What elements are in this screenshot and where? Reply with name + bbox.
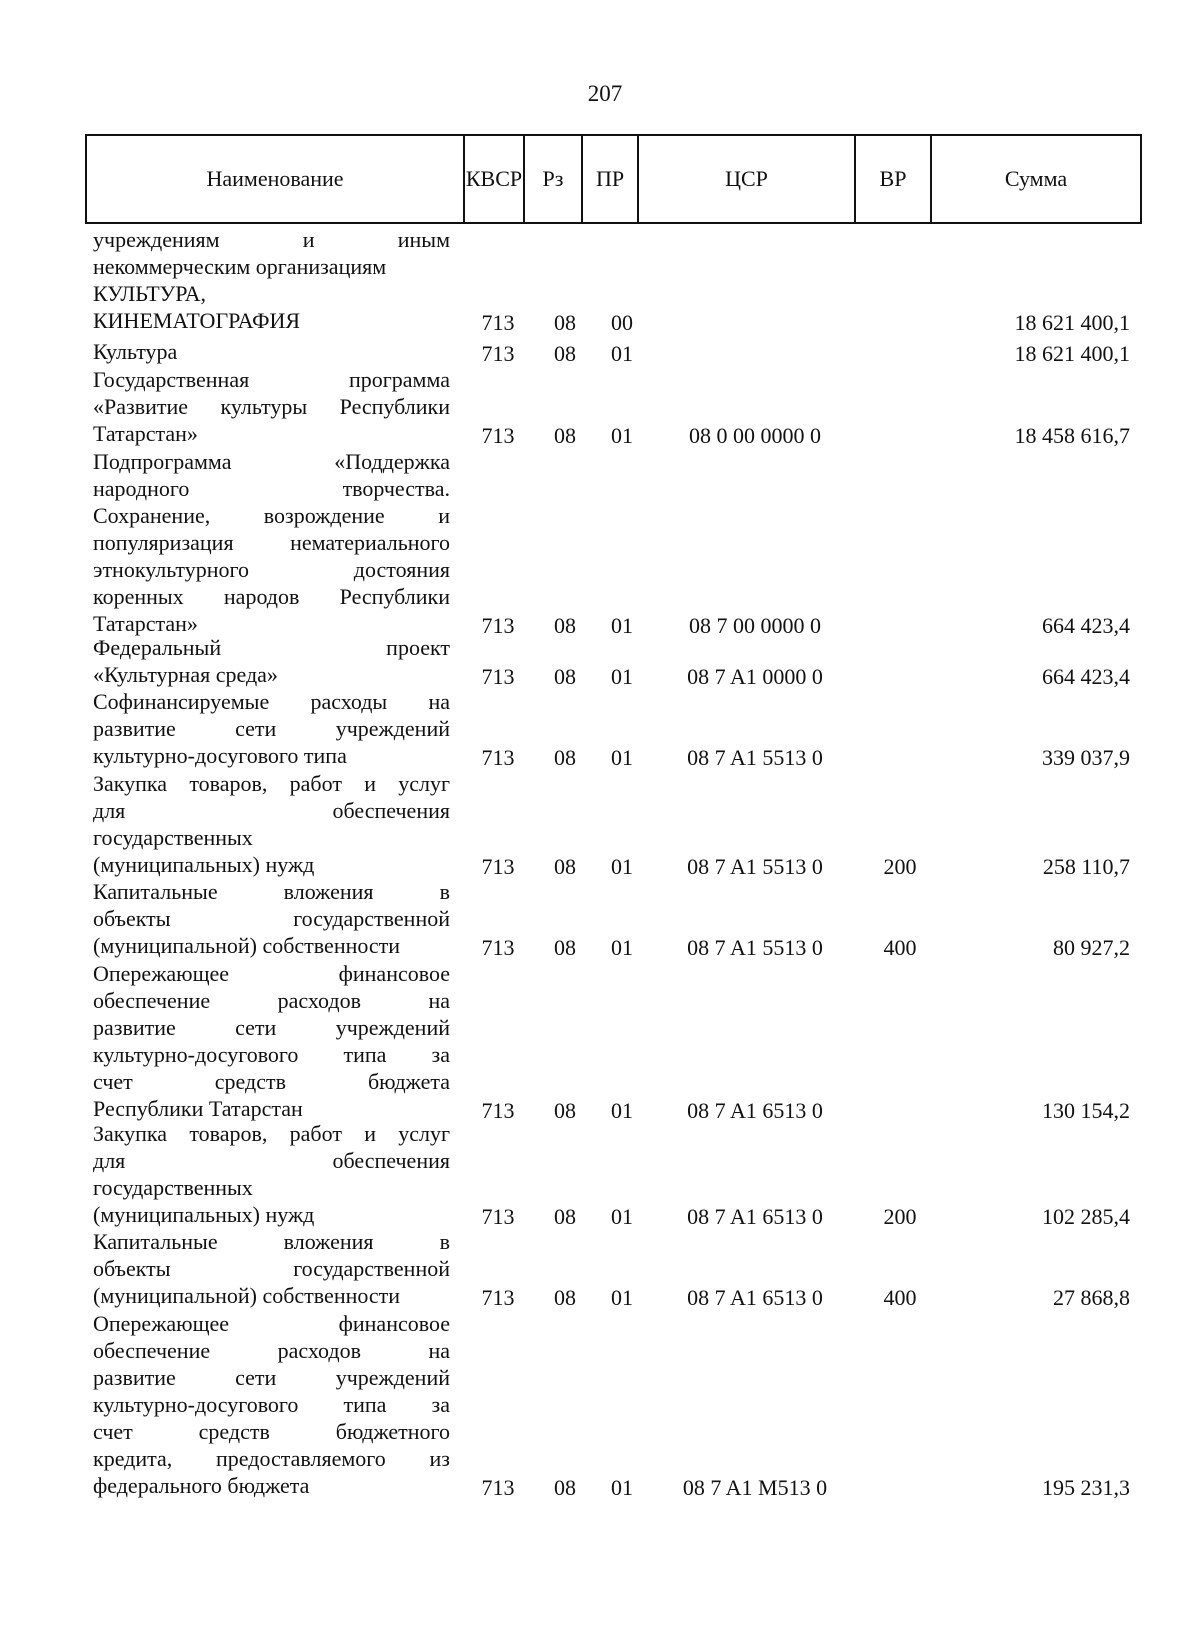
row-kvsr: 713 [481,341,515,366]
row-name-line: федерального бюджета [93,1473,310,1498]
row-sum: 102 285,4 [1042,1204,1130,1229]
header-pr: ПР [581,136,637,222]
row-name-line: Культура [93,339,178,364]
row-pr: 01 [611,854,633,879]
row-name-line: для обеспечения [93,798,450,823]
row-name-line: культурно-досугового типа за [93,1042,450,1067]
row-sum: 664 423,4 [1042,613,1130,638]
row-sum: 339 037,9 [1042,745,1130,770]
row-name-line: Капитальные вложения в [93,879,450,904]
row-name-line: КУЛЬТУРА, [93,281,207,306]
row-kvsr: 713 [481,613,515,638]
row-sum: 18 621 400,1 [1014,310,1130,335]
row-name-line: (муниципальных) нужд [93,1202,315,1227]
row-rz: 08 [554,341,576,366]
row-name [93,688,450,769]
row-sum: 130 154,2 [1042,1098,1130,1123]
row-name-line: развитие сети учреждений [93,1365,450,1390]
row-name-line: (муниципальных) нужд [93,852,315,877]
row-kvsr: 713 [481,745,515,770]
row-vr: 400 [883,1285,917,1310]
row-name [93,878,450,959]
row-pr: 01 [611,1285,633,1310]
row-rz: 08 [554,1475,576,1500]
row-sum: 27 868,8 [1053,1285,1130,1310]
row-name-line: этнокультурного достояния [93,557,450,582]
row-name-line: Закупка товаров, работ и услуг [93,1121,450,1146]
row-rz: 08 [554,310,576,335]
row-kvsr: 713 [481,1098,515,1123]
row-name-line: счет средств бюджетного [93,1419,450,1444]
row-kvsr: 713 [481,1475,515,1500]
header-kvsr: КВСР [463,136,523,222]
row-csr: 08 7 A1 5513 0 [687,854,823,879]
row-name-line: народного творчества. [93,476,450,501]
row-name [93,634,450,688]
row-pr: 01 [611,613,633,638]
row-name-line: обеспечение расходов на [93,1338,450,1363]
row-name-line: Государственная программа [93,367,450,392]
row-name-line: КИНЕМАТОГРАФИЯ [93,308,301,333]
row-name-line: для обеспечения [93,1148,450,1173]
row-kvsr: 713 [481,1204,515,1229]
row-name-line: «Культурная среда» [93,662,278,687]
page-number: 207 [587,81,623,106]
row-name [93,226,450,280]
header-name: Наименование [206,166,344,191]
row-pr: 01 [611,745,633,770]
row-name-line: развитие сети учреждений [93,716,450,741]
row-rz: 08 [554,745,576,770]
row-name-line: Республики Татарстан [93,1096,303,1121]
row-rz: 08 [554,664,576,689]
row-name [93,1228,450,1309]
row-name [93,280,450,334]
row-name-line: объекты государственной [93,906,450,931]
row-name-line: Софинансируемые расходы на [93,689,450,714]
row-name-line: Опережающее финансовое [93,961,450,986]
row-name [93,366,450,447]
header-csr: ЦСР [637,136,854,222]
row-name-line: (муниципальной) собственности [93,1283,401,1308]
row-name-line: Татарстан» [93,611,198,636]
row-name-line: государственных [93,825,253,850]
row-sum: 258 110,7 [1042,854,1130,879]
row-pr: 01 [611,423,633,448]
row-name-line: государственных [93,1175,253,1200]
row-sum: 18 458 616,7 [1014,423,1130,448]
row-name-line: популяризация нематериального [93,530,450,555]
row-vr: 200 [883,854,917,879]
row-rz: 08 [554,1098,576,1123]
row-pr: 01 [611,1475,633,1500]
row-kvsr: 713 [481,854,515,879]
row-rz: 08 [554,423,576,448]
row-pr: 01 [611,341,633,366]
row-name-line: Опережающее финансовое [93,1311,450,1336]
row-kvsr: 713 [481,664,515,689]
row-pr: 01 [611,935,633,960]
row-name-line: культурно-досугового типа за [93,1392,450,1417]
row-name-line: коренных народов Республики [93,584,450,609]
table-body [0,224,1200,1624]
row-vr: 400 [883,935,917,960]
header-vr: ВР [854,136,930,222]
row-sum: 664 423,4 [1042,664,1130,689]
row-kvsr: 713 [481,1285,515,1310]
header-rz: Рз [523,136,581,222]
row-sum: 80 927,2 [1053,935,1130,960]
row-name-line: счет средств бюджета [93,1069,450,1094]
row-rz: 08 [554,935,576,960]
row-name-line: Федеральный проект [93,635,450,660]
row-pr: 00 [611,310,633,335]
row-csr: 08 7 A1 5513 0 [687,745,823,770]
row-kvsr: 713 [481,935,515,960]
row-name-line: (муниципальной) собственности [93,933,401,958]
row-vr: 200 [883,1204,917,1229]
row-rz: 08 [554,1204,576,1229]
row-sum: 18 621 400,1 [1014,341,1130,366]
row-csr: 08 0 00 0000 0 [689,423,821,448]
row-name-line: Капитальные вложения в [93,1229,450,1254]
row-name-line: кредита, предоставляемого из [93,1446,450,1471]
row-csr: 08 7 A1 5513 0 [687,935,823,960]
row-name-line: развитие сети учреждений [93,1015,450,1040]
table-header [85,134,1142,224]
row-name [93,1120,450,1228]
row-rz: 08 [554,1285,576,1310]
row-csr: 08 7 A1 6513 0 [687,1098,823,1123]
row-name [93,960,450,1122]
row-kvsr: 713 [481,423,515,448]
row-pr: 01 [611,1204,633,1229]
row-rz: 08 [554,854,576,879]
row-name-line: обеспечение расходов на [93,988,450,1013]
row-name-line: объекты государственной [93,1256,450,1281]
row-name-line: Подпрограмма «Поддержка [93,449,450,474]
row-name-line: «Развитие культуры Республики [93,394,450,419]
row-kvsr: 713 [481,310,515,335]
row-name-line: учреждениям и иным [93,227,450,252]
row-name [93,770,450,878]
row-name [93,448,450,637]
row-rz: 08 [554,613,576,638]
header-sum: Сумма [930,136,1140,222]
row-name-line: культурно-досугового типа [93,743,347,768]
row-name-line: некоммерческим организациям [93,254,387,279]
row-csr: 08 7 A1 6513 0 [687,1285,823,1310]
row-csr: 08 7 A1 M513 0 [682,1475,828,1500]
row-sum: 195 231,3 [1042,1475,1130,1500]
row-csr: 08 7 A1 0000 0 [687,664,823,689]
row-name-line: Закупка товаров, работ и услуг [93,771,450,796]
row-name-line: Татарстан» [93,421,198,446]
row-csr: 08 7 A1 6513 0 [687,1204,823,1229]
row-name [93,338,450,365]
row-pr: 01 [611,1098,633,1123]
row-name [93,1310,450,1499]
row-pr: 01 [611,664,633,689]
row-csr: 08 7 00 0000 0 [689,613,821,638]
row-name-line: Сохранение, возрождение и [93,503,450,528]
